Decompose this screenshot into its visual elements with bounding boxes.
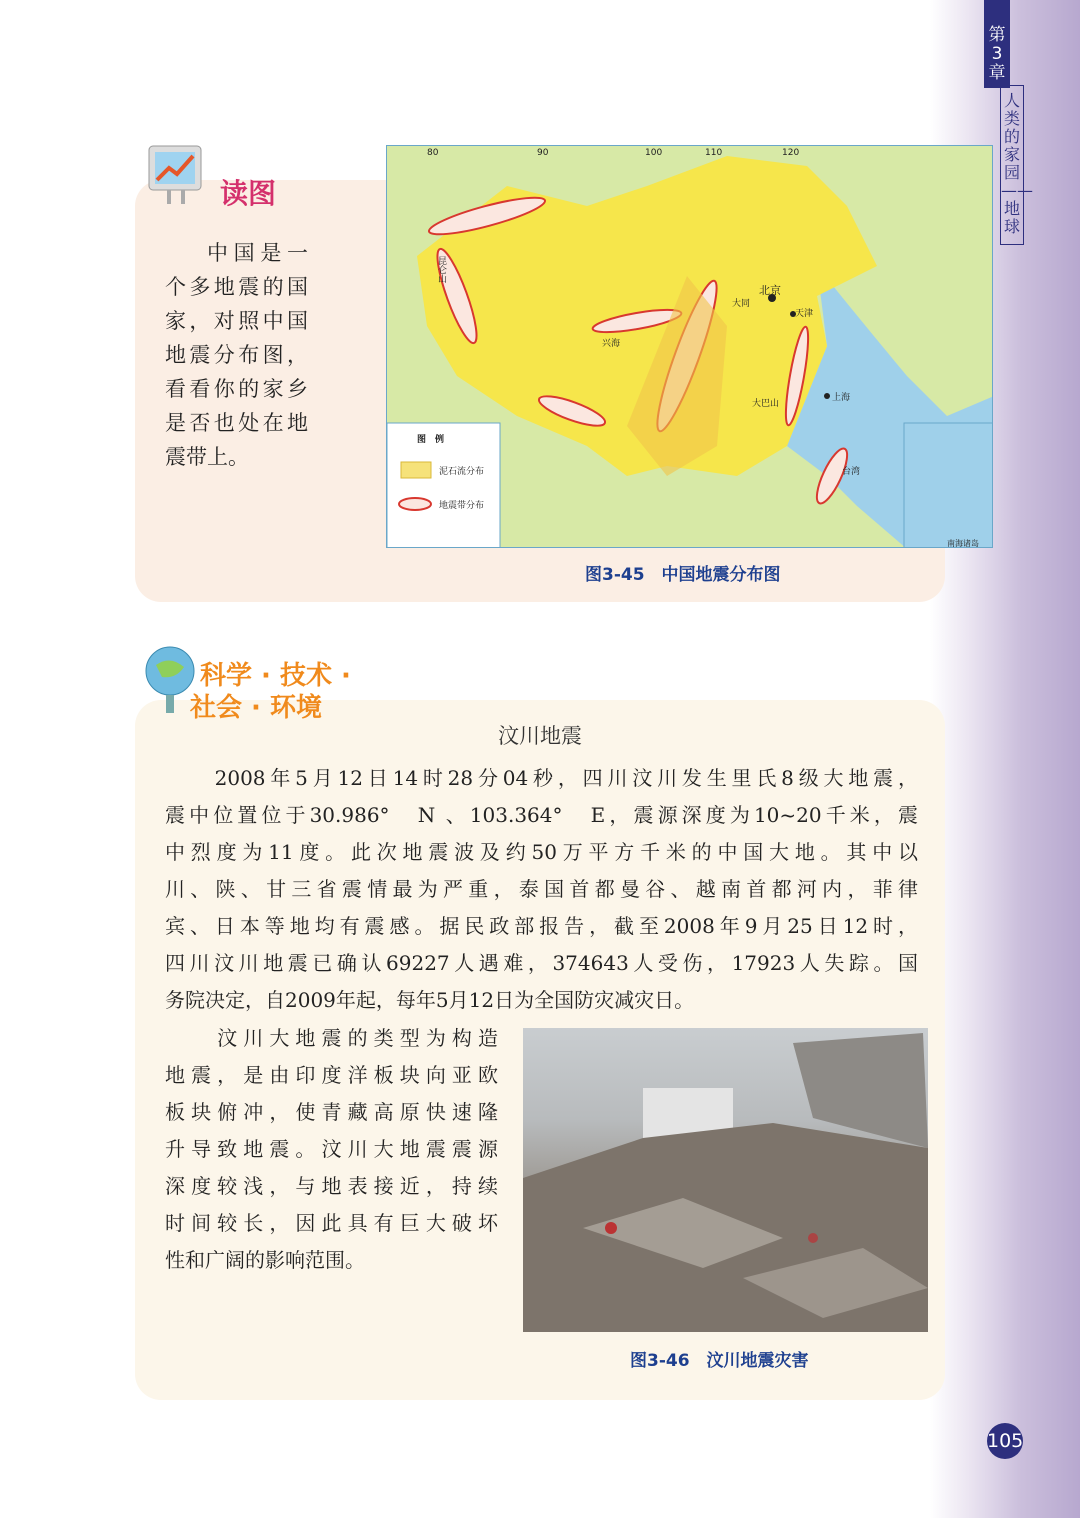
south-sea-inset	[904, 423, 993, 548]
chapter-name: 人类的家园——地球	[1000, 85, 1024, 245]
label-dabashan: 大巴山	[752, 399, 780, 409]
text-line: 汶川大地震的类型为构造	[165, 1026, 498, 1050]
text-line: 深度较浅，与地表接近，持续	[165, 1174, 498, 1198]
read-map-heading: 读图	[220, 177, 277, 210]
map-caption: 图3-45 中国地震分布图	[585, 565, 781, 585]
tick-80: 80	[427, 148, 439, 158]
legend-earthquake-zone: 地震带分布	[439, 501, 485, 511]
legend-debris-flow: 泥石流分布	[439, 467, 485, 477]
text-line: 看看你的家乡	[165, 377, 308, 401]
text-line: 中烈度为11度。此次地震波及约50万平方千米的中国大地。其中以	[165, 840, 918, 864]
text-line: 是否也处在地	[165, 411, 308, 435]
feature-heading	[190, 660, 351, 724]
text-line: 震中位置位于30.986° N 、103.364° E，震源深度为10~20千米，震	[165, 803, 918, 827]
label-beijing: 北京	[759, 284, 781, 297]
text-line: 宾、日本等地均有震感。据民政部报告，截至2008年9月25日12时，	[165, 914, 918, 938]
page-number: 105	[987, 1423, 1023, 1459]
label-tianjin: 天津	[795, 309, 814, 319]
chapter-tab: 第3章	[984, 0, 1010, 88]
text-line: 务院决定，自2009年起，每年5月12日为全国防灾减灾日。	[165, 988, 695, 1012]
monitor-chart-icon	[145, 140, 215, 210]
label-datong: 大同	[732, 299, 751, 309]
tick-120: 120	[782, 148, 800, 158]
map-graphic	[387, 146, 993, 548]
label-taiwan: 台湾	[842, 467, 861, 477]
earthquake-damage-photo	[523, 1028, 928, 1332]
legend-title: 图 例	[417, 435, 445, 445]
label-xinghai: 兴海	[602, 339, 621, 349]
china-earthquake-map	[386, 145, 993, 548]
photo-caption: 图3-46 汶川地震灾害	[630, 1351, 809, 1371]
label-kunlun: 昆仑山	[436, 256, 446, 283]
text-line: 板块俯冲，使青藏高原快速隆	[165, 1100, 498, 1124]
text-line: 地震，是由印度洋板块向亚欧	[165, 1063, 498, 1087]
text-line: 四川汶川地震已确认69227人遇难，374643人受伤，17923人失踪。国	[165, 951, 918, 975]
tick-110: 110	[705, 148, 723, 158]
heading-line: 科学 · 技术 ·	[200, 661, 351, 691]
heading-line: 社会 · 环境	[190, 693, 322, 723]
label-shanghai: 上海	[832, 393, 851, 403]
text-line: 个多地震的国	[165, 275, 308, 299]
tick-100: 100	[645, 148, 663, 158]
text-line: 家，对照中国	[165, 309, 308, 333]
text-line: 时间较长，因此具有巨大破坏	[165, 1211, 498, 1235]
text-line: 升导致地震。汶川大地震震源	[165, 1137, 498, 1161]
label-south-sea: 南海诸岛	[947, 539, 979, 548]
text-line: 地震分布图，	[165, 343, 308, 367]
article-title: 汶川地震	[498, 724, 582, 748]
text-line: 2008年5月12日14时28分04秒，四川汶川发生里氏8级大地震，	[165, 766, 918, 790]
text-line: 震带上。	[165, 445, 249, 469]
tick-90: 90	[537, 148, 549, 158]
text-line: 川、陕、甘三省震情最为严重，泰国首都曼谷、越南首都河内，菲律	[165, 877, 918, 901]
text-line: 中国是一	[207, 241, 308, 265]
text-line: 性和广阔的影响范围。	[165, 1248, 365, 1272]
rubble-graphic	[523, 1028, 928, 1332]
